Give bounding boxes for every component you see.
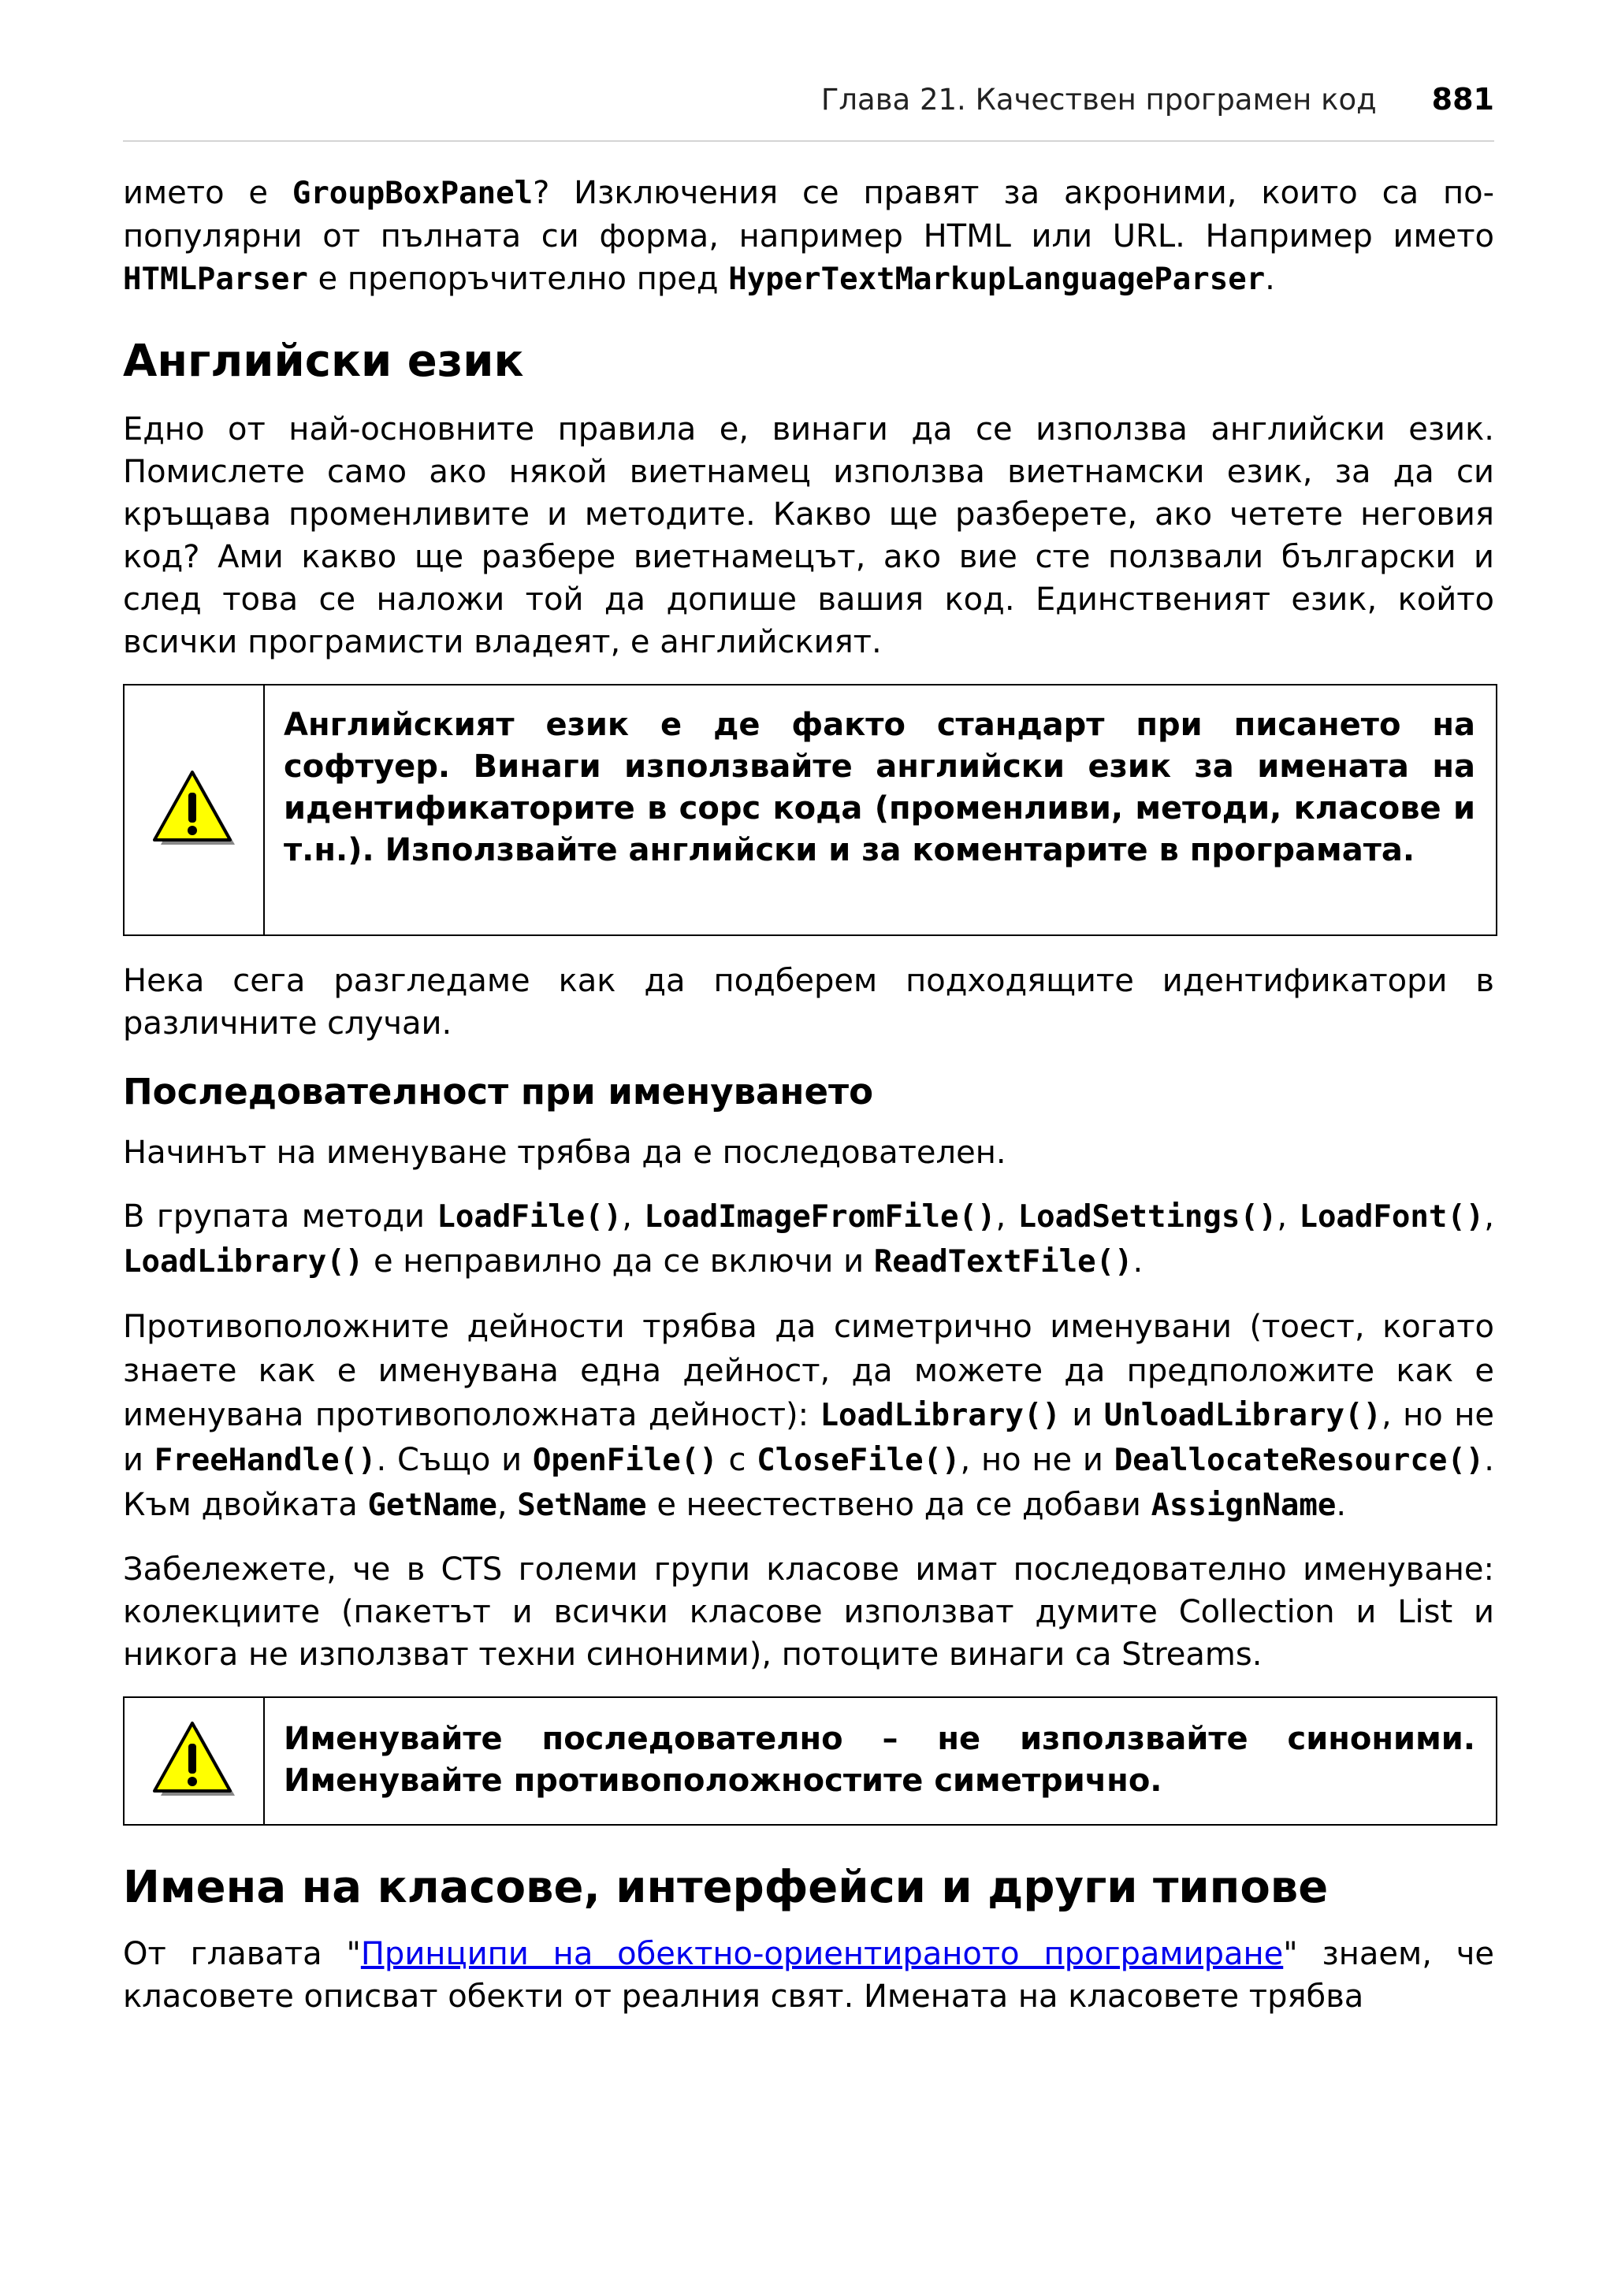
text-run: , xyxy=(995,1198,1018,1235)
code-groupboxpanel: GroupBoxPanel xyxy=(292,176,534,211)
code-assignname: AssignName xyxy=(1151,1488,1337,1523)
text-run: Противоположните дейности трябва да симетрично именувани (тоест, когато знаете как е именувана една дейност, да можете да предположите как е именувана противоположната дейност): xyxy=(123,1309,1494,1433)
text-run: , xyxy=(1484,1198,1494,1235)
paragraph-classes xyxy=(123,1933,1494,2018)
text-run: . xyxy=(1132,1243,1144,1280)
code-loadsettings: LoadSettings() xyxy=(1017,1199,1277,1235)
text-run: В групата методи xyxy=(123,1198,437,1235)
heading-naming-consistency: Последователност при именуването xyxy=(123,1071,874,1113)
note-icon-cell xyxy=(125,685,265,934)
text-run: е неправилно да се включи и xyxy=(363,1243,874,1280)
note-text: Английският език е де факто стандарт при писането на софтуер. Винаги използвайте английски език за имената на идентификаторите в сорс кода (променливи, методи, класове и т.н.). Използвайте английски и за коментарите в програмата. xyxy=(284,707,1475,868)
text-run: " знаем, че класовете описват обекти от реалния свят. Имената на класовете трябва xyxy=(123,1936,1494,2015)
text-run: , но не и xyxy=(960,1442,1114,1478)
code-loadimagefromfile: LoadImageFromFile() xyxy=(644,1199,996,1235)
text-run: , xyxy=(496,1487,518,1523)
text-run: , xyxy=(622,1198,645,1235)
link-oop-principles[interactable]: Принципи на обектно-ориентираното програмиране xyxy=(360,1936,1284,1972)
text-run: . Към двойката xyxy=(123,1442,1495,1523)
code-openfile: OpenFile() xyxy=(532,1443,718,1478)
code-loadlibrary: LoadLibrary() xyxy=(820,1398,1061,1433)
paragraph-next: Нека сега разгледаме как да подберем подходящите идентификатори в различните случаи. xyxy=(123,963,1494,1042)
code-hypertextmarkuplanguageparser: HyperTextMarkupLanguageParser xyxy=(728,262,1266,297)
note-icon-cell xyxy=(125,1698,265,1824)
chapter-title: Глава 21. Качествен програмен код xyxy=(820,83,1377,117)
text-run: и xyxy=(1060,1397,1104,1433)
code-closefile: CloseFile() xyxy=(757,1443,961,1478)
code-getname: GetName xyxy=(367,1488,497,1523)
text-run: . xyxy=(1336,1487,1347,1523)
paragraph-acronyms xyxy=(123,172,1494,301)
warning-icon xyxy=(150,769,238,851)
code-setname: SetName xyxy=(517,1488,647,1523)
paragraph-cts: Забележете, че в CTS големи групи класове имат последователно именуване: колекциите (пакетът и всички класове използват думите Collection и List и никога не използват техни синоними), потоците винаги са Streams. xyxy=(123,1551,1494,1673)
paragraph-symmetric xyxy=(123,1305,1494,1528)
code-readtextfile: ReadTextFile() xyxy=(873,1244,1133,1280)
note-box-english xyxy=(123,684,1497,936)
code-htmlparser: HTMLParser xyxy=(123,262,308,297)
text-run: От главата " xyxy=(123,1936,361,1972)
code-loadfont: LoadFont() xyxy=(1299,1199,1485,1235)
code-unloadlibrary: UnloadLibrary() xyxy=(1103,1398,1382,1433)
text-run: с xyxy=(717,1442,757,1478)
code-loadlibrary: LoadLibrary() xyxy=(123,1244,364,1280)
text-run: , xyxy=(1277,1198,1300,1235)
text-run: . Също и xyxy=(376,1442,533,1478)
code-freehandle: FreeHandle() xyxy=(154,1443,377,1478)
page-content xyxy=(123,172,1494,2018)
code-loadfile: LoadFile() xyxy=(437,1199,623,1235)
text-run: е неестествено да се добави xyxy=(646,1487,1151,1523)
code-deallocateresource: DeallocateResource() xyxy=(1114,1443,1485,1478)
page-header xyxy=(123,82,1494,142)
paragraph-english: Едно от най-основните правила е, винаги да се използва английски език. Помислете само ако някой виетнамец използва виетнамски език, за да си кръщава променливите и методите. Какво ще разберете, ако четете неговия код? Ами какво ще разбере виетнамецът, ако вие сте ползвали български и след това се наложи той да допише вашия код. Единственият език, който всички програмисти владеят, е английският. xyxy=(123,411,1494,660)
paragraph-load-methods xyxy=(123,1194,1494,1284)
text-run: е препоръчително пред xyxy=(307,261,729,297)
page-number: 881 xyxy=(1431,82,1494,117)
text-run: . xyxy=(1265,261,1275,297)
note-text: Именувайте последователно – не използвайте синоними. Именувайте противоположностите симетрично. xyxy=(284,1721,1475,1799)
heading-class-names: Имена на класове, интерфейси и други типове xyxy=(123,1862,1329,1913)
text-run: ? Изключения се правят за акроними, които са по-популярни от пълната си форма, например HTML или URL. Например името xyxy=(123,175,1494,254)
paragraph-consistent: Начинът на именуване трябва да е последователен. xyxy=(123,1135,1006,1171)
warning-icon xyxy=(150,1720,238,1802)
heading-english-language: Английски език xyxy=(123,336,524,387)
note-box-consistency xyxy=(123,1696,1497,1826)
text-run: , но не и xyxy=(123,1397,1494,1478)
text-run: името е xyxy=(123,175,292,211)
